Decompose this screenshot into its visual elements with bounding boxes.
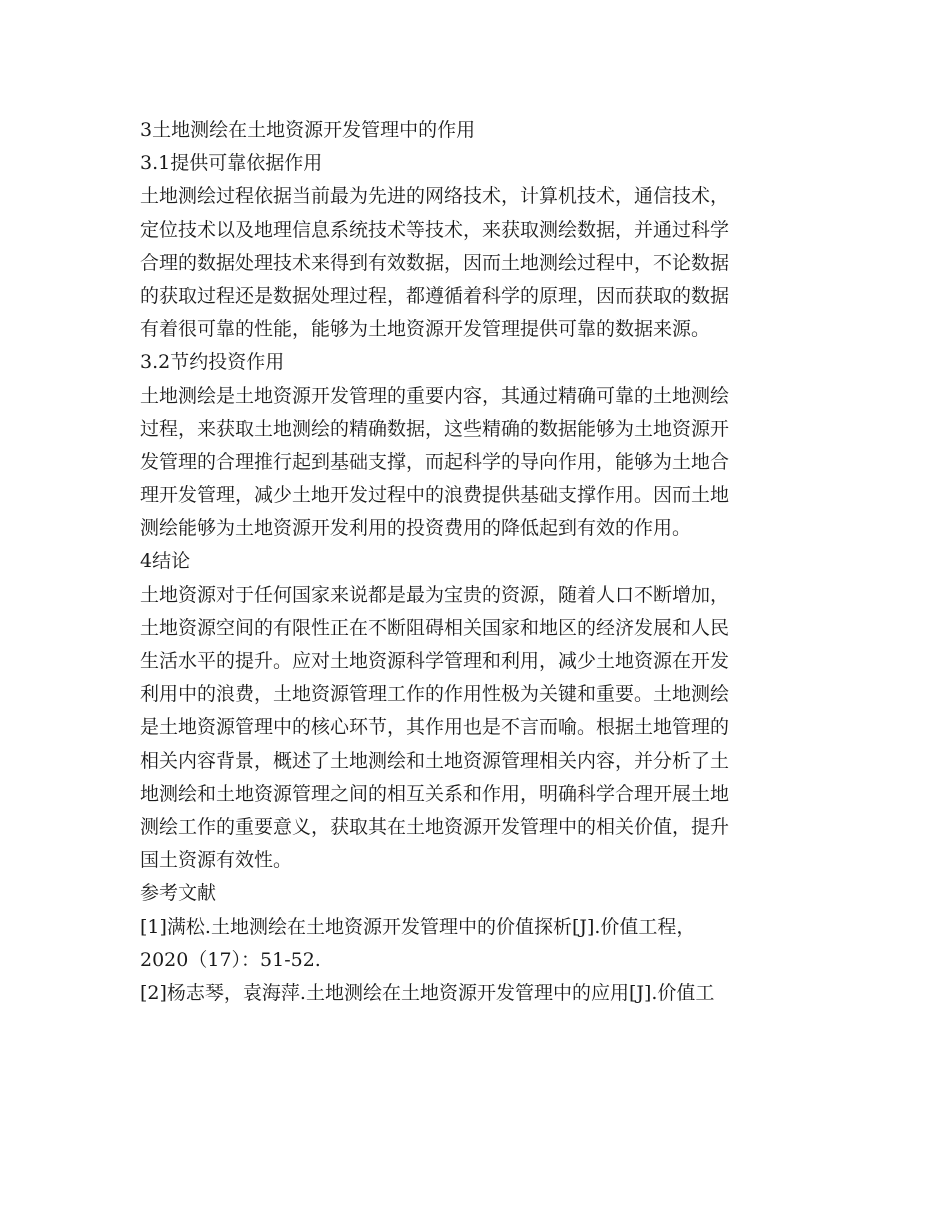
paragraph-line: 生活水平的提升。应对土地资源科学管理和利用，减少土地资源在开发 bbox=[140, 650, 730, 672]
paragraph-line: 理开发管理，减少土地开发过程中的浪费提供基础支撑作用。因而土地 bbox=[140, 484, 730, 507]
paragraph-line: 土地资源对于任何国家来说都是最为宝贵的资源，随着人口不断增加， bbox=[140, 583, 730, 606]
paragraph-line: 国土资源有效性。 bbox=[140, 849, 293, 872]
references-heading: 参考文献 bbox=[140, 882, 217, 905]
paragraph-line: 测绘能够为土地资源开发利用的投资费用的降低起到有效的作用。 bbox=[140, 517, 692, 540]
paragraph-line: 的获取过程还是数据处理过程，都遵循着科学的原理，因而获取的数据 bbox=[140, 284, 730, 307]
reference-entry: [2]杨志琴，袁海萍.土地测绘在土地资源开发管理中的应用[J].价值工 bbox=[140, 981, 715, 1004]
document-body bbox=[140, 114, 840, 1010]
reference-entry: [1]满松.土地测绘在土地资源开发管理中的价值探析[J].价值工程， bbox=[140, 915, 696, 938]
section-heading: 3土地测绘在土地资源开发管理中的作用 bbox=[140, 119, 476, 141]
section-heading: 4结论 bbox=[140, 550, 191, 573]
paragraph-line: 有着很可靠的性能，能够为土地资源开发管理提供可靠的数据来源。 bbox=[140, 318, 711, 341]
paragraph-line: 测绘工作的重要意义，获取其在土地资源开发管理中的相关价值，提升 bbox=[140, 815, 730, 838]
paragraph-line: 相关内容背景，概述了土地测绘和土地资源管理相关内容，并分析了土 bbox=[140, 749, 730, 772]
paragraph-line: 过程，来获取土地测绘的精确数据，这些精确的数据能够为土地资源开 bbox=[140, 417, 730, 440]
subsection-heading: 3.1提供可靠依据作用 bbox=[140, 152, 323, 175]
paragraph-line: 利用中的浪费，土地资源管理工作的作用性极为关键和重要。土地测绘 bbox=[140, 683, 730, 706]
paragraph-line: 定位技术以及地理信息系统技术等技术，来获取测绘数据，并通过科学 bbox=[140, 218, 730, 241]
paragraph-line: 是土地资源管理中的核心环节，其作用也是不言而喻。根据土地管理的 bbox=[140, 716, 730, 739]
subsection-heading: 3.2节约投资作用 bbox=[140, 351, 285, 374]
paragraph-line: 土地资源空间的有限性正在不断阻碍相关国家和地区的经济发展和人民 bbox=[140, 616, 730, 639]
paragraph-line: 发管理的合理推行起到基础支撑，而起科学的导向作用，能够为土地合 bbox=[140, 450, 730, 473]
paragraph-line: 地测绘和土地资源管理之间的相互关系和作用，明确科学合理开展土地 bbox=[140, 782, 730, 805]
reference-entry: 2020（17）：51-52. bbox=[140, 948, 321, 971]
paragraph-line: 土地测绘过程依据当前最为先进的网络技术，计算机技术，通信技术， bbox=[140, 185, 730, 208]
paragraph-line: 土地测绘是土地资源开发管理的重要内容，其通过精确可靠的土地测绘 bbox=[140, 384, 730, 407]
paragraph-line: 合理的数据处理技术来得到有效数据，因而土地测绘过程中，不论数据 bbox=[140, 251, 730, 274]
